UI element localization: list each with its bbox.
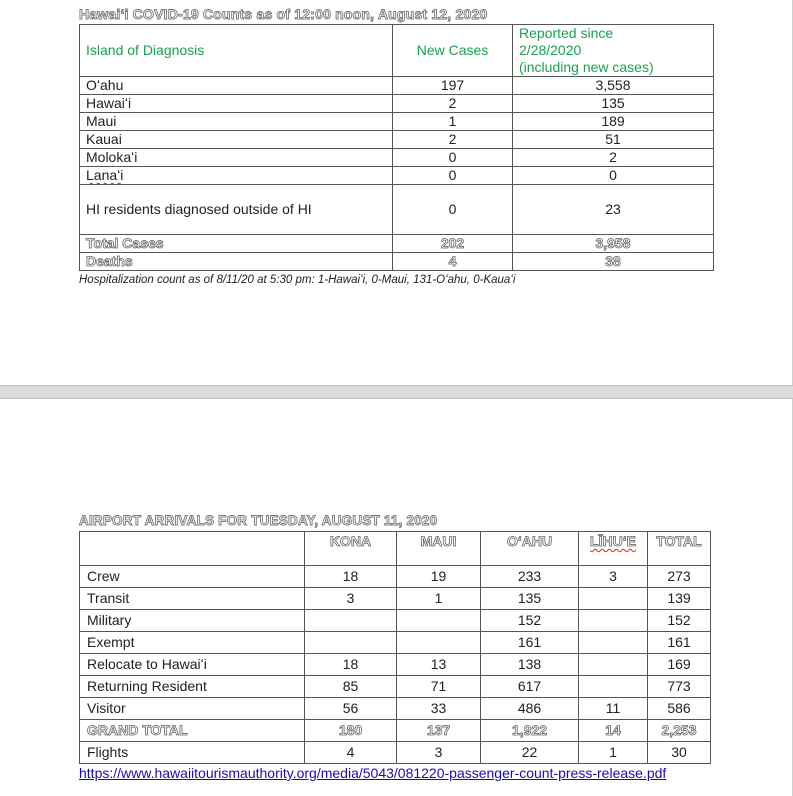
total-row bbox=[80, 235, 714, 253]
lihue-value: 14 bbox=[579, 720, 648, 742]
new-cases: 197 bbox=[393, 77, 513, 95]
maui-value: 137 bbox=[397, 720, 481, 742]
table-row bbox=[80, 131, 714, 149]
reported-cases: 189 bbox=[513, 113, 714, 131]
row-label: Military bbox=[80, 610, 305, 632]
oahu-value: 152 bbox=[481, 610, 579, 632]
kona-value: 180 bbox=[305, 720, 397, 742]
header-kona: KONA bbox=[305, 532, 397, 566]
lihue-value: 3 bbox=[579, 566, 648, 588]
table-row bbox=[80, 654, 711, 676]
table-row bbox=[80, 676, 711, 698]
total-value: 2,253 bbox=[648, 720, 711, 742]
header-reported bbox=[513, 25, 714, 77]
lihue-value bbox=[579, 654, 648, 676]
table-row bbox=[80, 566, 711, 588]
island-name: Hawaiʻi bbox=[80, 95, 393, 113]
total-value: 273 bbox=[648, 566, 711, 588]
table-row bbox=[80, 149, 714, 167]
lihue-value bbox=[579, 610, 648, 632]
row-label: Relocate to Hawaiʻi bbox=[80, 654, 305, 676]
flights-row bbox=[80, 742, 711, 764]
lihue-value bbox=[579, 588, 648, 610]
total-value: 161 bbox=[648, 632, 711, 654]
table-row bbox=[80, 95, 714, 113]
reported-cases: 135 bbox=[513, 95, 714, 113]
table-row bbox=[80, 610, 711, 632]
total-new: 202 bbox=[393, 235, 513, 253]
header-total: TOTAL bbox=[648, 532, 711, 566]
oahu-value: 617 bbox=[481, 676, 579, 698]
kona-value: 18 bbox=[305, 566, 397, 588]
kona-value bbox=[305, 610, 397, 632]
spellcheck-word: Lanaʻi bbox=[86, 167, 124, 183]
row-label: Transit bbox=[80, 588, 305, 610]
deaths-reported: 38 bbox=[513, 253, 714, 271]
row-label: Crew bbox=[80, 566, 305, 588]
table-row bbox=[80, 632, 711, 654]
airport-arrivals-table bbox=[79, 531, 711, 764]
new-cases: 2 bbox=[393, 95, 513, 113]
maui-value: 71 bbox=[397, 676, 481, 698]
page-break bbox=[0, 385, 793, 399]
total-value: 169 bbox=[648, 654, 711, 676]
maui-value: 19 bbox=[397, 566, 481, 588]
new-cases: 2 bbox=[393, 131, 513, 149]
kona-value: 56 bbox=[305, 698, 397, 720]
maui-value: 3 bbox=[397, 742, 481, 764]
oahu-value: 22 bbox=[481, 742, 579, 764]
source-link[interactable]: https://www.hawaiitourismauthority.org/media/5043/081220-passenger-count-press-release.pdf bbox=[79, 765, 667, 781]
header-oahu: OʻAHU bbox=[481, 532, 579, 566]
deaths-row bbox=[80, 253, 714, 271]
hospitalization-note: Hospitalization count as of 8/11/20 at 5:30 pm: 1-Hawaiʻi, 0-Maui, 131-Oʻahu, 0-Kauaʻi bbox=[79, 274, 516, 286]
kona-value: 3 bbox=[305, 588, 397, 610]
reported-cases: 2 bbox=[513, 149, 714, 167]
header-new-cases: New Cases bbox=[393, 25, 513, 77]
spellcheck-word: LĪHUʻE bbox=[590, 533, 636, 549]
covid-title: Hawaiʻi COVID-19 Counts as of 12:00 noon, August 12, 2020 bbox=[79, 6, 488, 22]
flights-label: Flights bbox=[80, 742, 305, 764]
table-row bbox=[80, 77, 714, 95]
maui-value bbox=[397, 632, 481, 654]
reported-cases: 0 bbox=[513, 167, 714, 185]
header-maui: MAUI bbox=[397, 532, 481, 566]
total-value: 30 bbox=[648, 742, 711, 764]
kona-value: 85 bbox=[305, 676, 397, 698]
total-value: 586 bbox=[648, 698, 711, 720]
maui-value bbox=[397, 610, 481, 632]
grand-total-label: GRAND TOTAL bbox=[80, 720, 305, 742]
header-island: Island of Diagnosis bbox=[80, 25, 393, 77]
oahu-value: 138 bbox=[481, 654, 579, 676]
kona-value bbox=[305, 632, 397, 654]
header-reported-line1: Reported since bbox=[519, 25, 614, 41]
table-row bbox=[80, 167, 714, 185]
table-row bbox=[80, 113, 714, 131]
total-value: 152 bbox=[648, 610, 711, 632]
table-header-row bbox=[80, 25, 714, 77]
lihue-value bbox=[579, 676, 648, 698]
table-row bbox=[80, 185, 714, 235]
deaths-new: 4 bbox=[393, 253, 513, 271]
airport-title: AIRPORT ARRIVALS FOR TUESDAY, AUGUST 11, 2020 bbox=[79, 513, 438, 528]
lihue-value: 11 bbox=[579, 698, 648, 720]
deaths-label: Deaths bbox=[80, 253, 393, 271]
reported-cases: 51 bbox=[513, 131, 714, 149]
oahu-value: 1,922 bbox=[481, 720, 579, 742]
total-value: 773 bbox=[648, 676, 711, 698]
row-label: Visitor bbox=[80, 698, 305, 720]
table-row bbox=[80, 588, 711, 610]
lihue-value bbox=[579, 632, 648, 654]
row-label: Exempt bbox=[80, 632, 305, 654]
maui-value: 1 bbox=[397, 588, 481, 610]
oahu-value: 161 bbox=[481, 632, 579, 654]
total-label: Total Cases bbox=[80, 235, 393, 253]
maui-value: 13 bbox=[397, 654, 481, 676]
island-name: Maui bbox=[80, 113, 393, 131]
island-name bbox=[80, 167, 393, 185]
maui-value: 33 bbox=[397, 698, 481, 720]
kona-value: 18 bbox=[305, 654, 397, 676]
header-reported-line2: 2/28/2020 bbox=[519, 42, 582, 58]
header-reported-line3: (including new cases) bbox=[519, 59, 654, 75]
total-value: 139 bbox=[648, 588, 711, 610]
row-label: Returning Resident bbox=[80, 676, 305, 698]
oahu-value: 486 bbox=[481, 698, 579, 720]
island-name: Kauai bbox=[80, 131, 393, 149]
island-name: Molokaʻi bbox=[80, 149, 393, 167]
island-name: Oʻahu bbox=[80, 77, 393, 95]
table-header-row bbox=[80, 532, 711, 566]
total-reported: 3,958 bbox=[513, 235, 714, 253]
island-name: HI residents diagnosed outside of HI bbox=[80, 185, 393, 235]
header-blank bbox=[80, 532, 305, 566]
kona-value: 4 bbox=[305, 742, 397, 764]
oahu-value: 135 bbox=[481, 588, 579, 610]
new-cases: 0 bbox=[393, 149, 513, 167]
oahu-value: 233 bbox=[481, 566, 579, 588]
document-page-1 bbox=[0, 0, 793, 385]
reported-cases: 23 bbox=[513, 185, 714, 235]
grand-total-row bbox=[80, 720, 711, 742]
lihue-value: 1 bbox=[579, 742, 648, 764]
new-cases: 1 bbox=[393, 113, 513, 131]
reported-cases: 3,558 bbox=[513, 77, 714, 95]
new-cases: 0 bbox=[393, 185, 513, 235]
table-row bbox=[80, 698, 711, 720]
header-lihue bbox=[579, 532, 648, 566]
covid-counts-table bbox=[79, 24, 714, 271]
new-cases: 0 bbox=[393, 167, 513, 185]
